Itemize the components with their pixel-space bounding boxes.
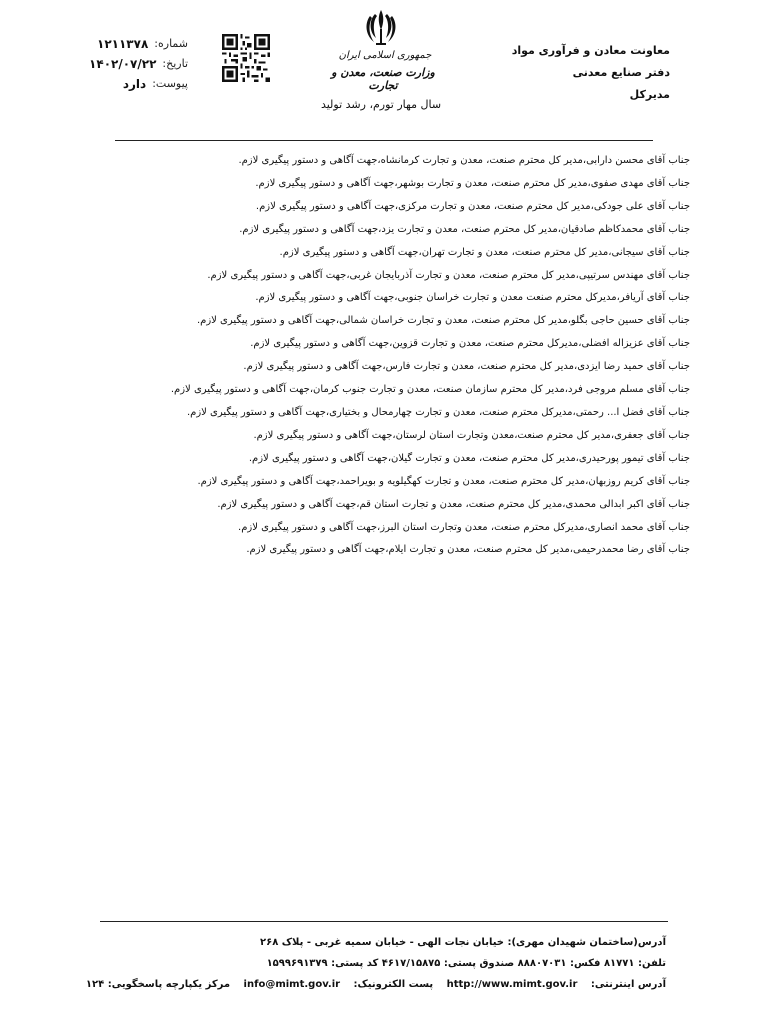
recipient-line: جناب آقای اکبر ابدالی محمدی،مدیر کل محترم صنعت، معدن و تجارت استان قم،جهت آگاهی و دستور پیگیری لازم. — [217, 498, 690, 510]
footer-divider — [100, 921, 668, 922]
footer-contact: تلفن: ۸۱۷۷۱ فکس: ۸۸۸۰۷۰۳۱ صندوق پستی: ۴۶۱۷/۱۵۸۷۵ کد پستی: ۱۵۹۹۶۹۱۳۷۹ — [266, 958, 666, 969]
footer-address: آدرس(ساختمان شهیدان مهری): خیابان نجات الهی - خیابان سمیه غربی - پلاک ۲۶۸ — [260, 937, 666, 948]
recipient-line: جناب آقای مسلم مروجی فرد،مدیر کل محترم سازمان صنعت، معدن و تجارت جنوب کرمان،جهت آگاهی و دستور پیگیری لازم. — [170, 384, 690, 396]
office-title: مدیرکل — [629, 88, 670, 101]
recipient-list — [130, 150, 690, 562]
letter-number-row — [78, 34, 188, 54]
recipient-line: جناب آقای مهندس سرتیپی،مدیر کل محترم صنعت، معدن و تجارت آذربایجان غربی،جهت آگاهی و دستور پیگیری لازم. — [207, 269, 690, 281]
website-label: آدرس اینترنتی: — [590, 979, 666, 990]
recipient-line: جناب آقای فضل ا... رحمتی،مدیرکل محترم صنعت، معدن و تجارت چهارمحال و بختیاری،جهت آگاهی و دستور پیگیری لازم. — [186, 406, 690, 418]
letter-attachment-row — [78, 74, 188, 94]
letter-date: ۱۴۰۲/۰۷/۲۲ — [89, 57, 157, 71]
ministry-name: وزارت صنعت، معدن و تجارت — [331, 66, 435, 92]
recipient-line: جناب آقای علی جودکی،مدیر کل محترم صنعت، معدن و تجارت مرکزی،جهت آگاهی و دستور پیگیری لازم. — [255, 200, 690, 212]
issuing-office — [500, 40, 670, 106]
letter-date-row — [78, 54, 188, 74]
letter-number: ۱۲۱۱۳۷۸ — [97, 37, 149, 51]
recipient-line: جناب آقای جعفری،مدیر کل محترم صنعت،معدن وتجارت استان لرستان،جهت آگاهی و دستور پیگیری لازم. — [253, 429, 690, 441]
recipient-line: جناب آقای حمید رضا ایزدی،مدیر کل محترم صنعت، معدن و تجارت فارس،جهت آگاهی و دستور پیگیری لازم. — [243, 361, 690, 373]
recipient-line: جناب آقای حسین حاجی بگلو،مدیر کل محترم صنعت، معدن و تجارت خراسان شمالی،جهت آگاهی و دستور پیگیری لازم. — [196, 315, 690, 327]
email-label: پست الکترونیک: — [353, 979, 434, 990]
qr-code-icon — [222, 34, 270, 82]
recipient-line: جناب آقای محمد انصاری،مدیرکل محترم صنعت، معدن وتجارت استان البرز،جهت آگاهی و دستور پیگیری لازم. — [238, 521, 690, 533]
recipient-line: جناب آقای کریم روزبهان،مدیر کل محترم صنعت، معدن و تجارت کهگیلویه و بویراحمد،جهت آگاهی و دستور پیگیری لازم. — [197, 475, 690, 487]
website-link[interactable]: http://www.mimt.gov.ir — [446, 979, 578, 990]
recipient-line: جناب آقای محمدکاظم صادقیان،مدیر کل محترم صنعت، معدن و تجارت یزد،جهت آگاهی و دستور پیگیری لازم. — [239, 223, 690, 235]
recipient-line: جناب آقای سیجانی،مدیر کل محترم صنعت، معدن و تجارت تهران،جهت آگاهی و دستور پیگیری لازم. — [279, 246, 690, 258]
letter-metadata — [78, 34, 188, 94]
year-slogan: سال مهار تورم، رشد تولید — [320, 98, 442, 111]
recipient-line: جناب آقای مهدی صفوی،مدیر کل محترم صنعت، معدن و تجارت بوشهر،جهت آگاهی و دستور پیگیری لازم. — [255, 177, 690, 189]
recipient-line: جناب آقای آریافر،مدیرکل محترم صنعت معدن و تجارت خراسان جنوبی،جهت آگاهی و دستور پیگیری لازم. — [255, 292, 690, 304]
office-deputy: معاونت معادن و فرآوری مواد — [511, 44, 670, 57]
letter-date-label: تاریخ: — [162, 57, 188, 70]
attachment-label: پیوست: — [152, 77, 188, 90]
iran-emblem-icon — [364, 8, 398, 48]
letter-footer — [66, 932, 666, 995]
office-department: دفتر صنایع معدنی — [572, 66, 670, 79]
government-name: جمهوری اسلامی ایران — [338, 50, 432, 61]
recipient-line: جناب آقای عزیزاله افضلی،مدیرکل محترم صنعت، معدن و تجارت قزوین،جهت آگاهی و دستور پیگیری لازم. — [250, 338, 690, 350]
letter-number-label: شماره: — [154, 37, 188, 50]
recipient-line: جناب آقای تیمور پورحیدری،مدیر کل محترم صنعت، معدن و تجارت گیلان،جهت آگاهی و دستور پیگیری لازم. — [248, 452, 690, 464]
recipient-line: جناب آقای رضا محمدرحیمی،مدیر کل محترم صنعت، معدن و تجارت ایلام،جهت آگاهی و دستور پیگیری لازم. — [246, 544, 690, 556]
email-link[interactable]: info@mimt.gov.ir — [243, 979, 341, 990]
recipient-line: جناب آقای محسن دارابی،مدیر کل محترم صنعت، معدن و تجارت کرمانشاه،جهت آگاهی و دستور پیگیری لازم. — [238, 155, 690, 166]
call-center: مرکز یکپارچه پاسخگویی: ۱۲۴ — [85, 979, 231, 990]
footer-online — [66, 974, 666, 995]
header-divider — [115, 140, 653, 141]
attachment-value: دارد — [122, 77, 147, 91]
